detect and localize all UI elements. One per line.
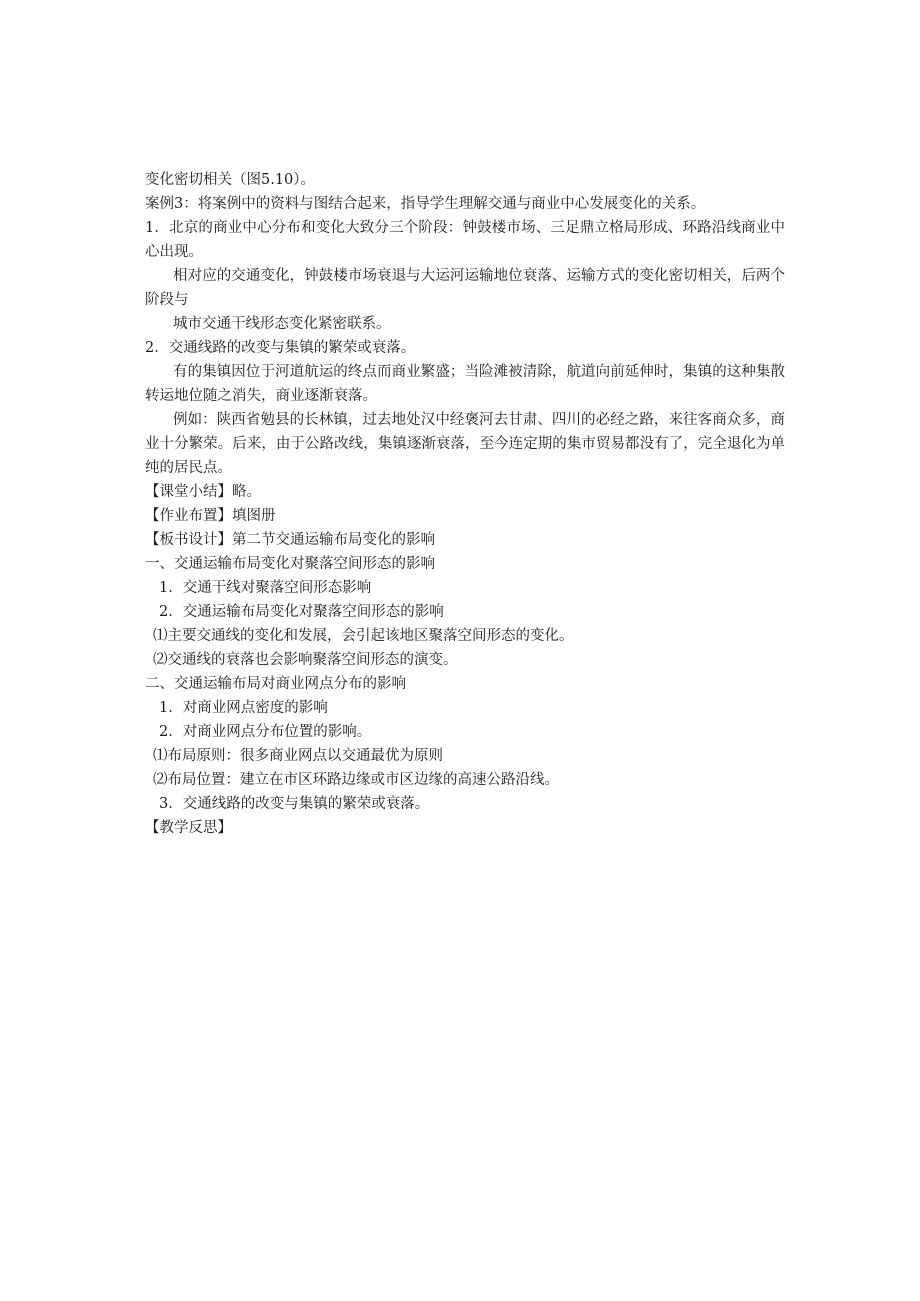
outline-heading: 一、交通运输布局变化对聚落空间形态的影响	[145, 556, 435, 572]
document-page	[145, 168, 785, 840]
outline-subitem: ⑴布局原则：很多商业网点以交通最优为原则	[153, 748, 443, 764]
outline-item: 2．对商业网点分布位置的影响。	[159, 724, 372, 740]
outline-subitem: ⑵布局位置：建立在市区环路边缘或市区边缘的高速公路沿线。	[153, 772, 559, 788]
outline-item: 1．对商业网点密度的影响	[159, 700, 328, 716]
numbered-paragraph: 2．交通线路的改变与集镇的繁荣或衰落。	[145, 340, 416, 356]
section-heading: 【课堂小结】略。	[145, 484, 261, 500]
example-paragraph: 例如：陕西省勉县的长林镇，过去地处汉中经褒河去甘肃、四川的必经之路，来往客商众多，商业十分繁荣。后来，由于公路改线，集镇逐渐衰落，至今连定期的集市贸易都没有了，完全退化为单纯的居民点。	[145, 412, 785, 476]
body-paragraph: 城市交通干线形态变化紧密联系。	[173, 316, 391, 332]
outline-subitem: ⑵交通线的衰落也会影响聚落空间形态的演变。	[153, 652, 458, 668]
body-paragraph: 有的集镇因位于河道航运的终点而商业繁盛；当险滩被清除，航道向前延伸时，集镇的这种集散转运地位随之消失，商业逐渐衰落。	[145, 364, 785, 404]
numbered-paragraph: 1．北京的商业中心分布和变化大致分三个阶段：钟鼓楼市场、三足鼎立格局形成、环路沿线商业中心出现。	[145, 220, 785, 260]
outline-heading: 二、交通运输布局对商业网点分布的影响	[145, 676, 406, 692]
section-heading: 【作业布置】填图册	[145, 508, 276, 524]
body-paragraph: 相对应的交通变化，钟鼓楼市场衰退与大运河运输地位衰落、运输方式的变化密切相关，后两个阶段与	[145, 268, 785, 308]
section-heading: 【教学反思】	[145, 820, 232, 836]
outline-subitem: ⑴主要交通线的变化和发展，会引起该地区聚落空间形态的变化。	[153, 628, 574, 644]
outline-item: 3．交通线路的改变与集镇的繁荣或衰落。	[159, 796, 430, 812]
outline-item: 2．交通运输布局变化对聚落空间形态的影响	[159, 604, 444, 620]
case-intro: 案例3：将案例中的资料与图结合起来，指导学生理解交通与商业中心发展变化的关系。	[145, 196, 706, 212]
outline-item: 1．交通干线对聚落空间形态影响	[159, 580, 372, 596]
section-heading: 【板书设计】第二节交通运输布局变化的影响	[145, 532, 435, 548]
text-line: 变化密切相关（图5.10）。	[145, 172, 316, 188]
